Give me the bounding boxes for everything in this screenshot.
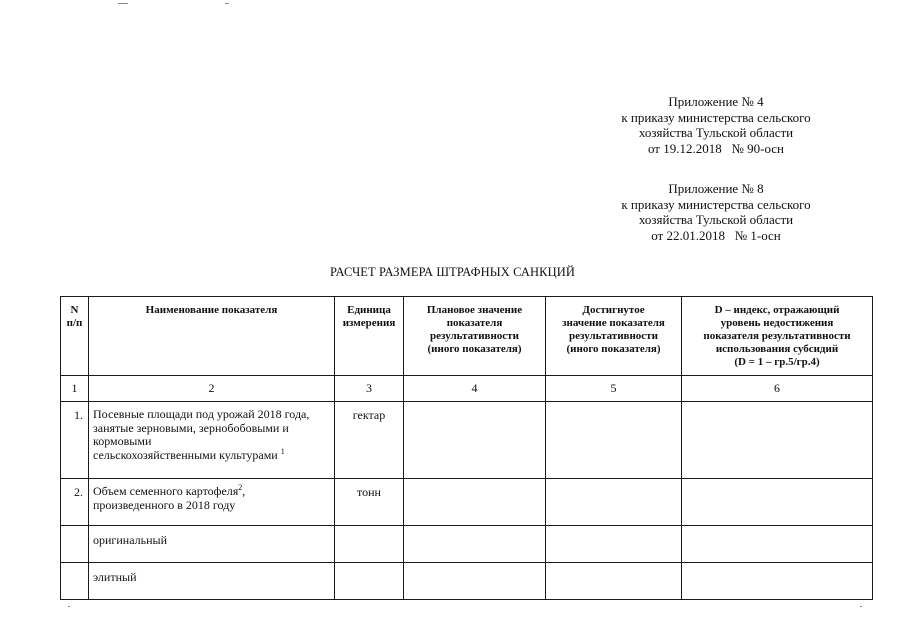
index-cell: [682, 479, 873, 526]
table-row: [61, 563, 873, 600]
row-number: [61, 563, 89, 600]
scan-artifact: [68, 606, 70, 607]
header-achieved: [546, 297, 682, 376]
scan-artifact: [225, 3, 229, 4]
index-cell: [682, 563, 873, 600]
indicator-name-line: занятые зерновыми, зернобобовыми и: [93, 420, 289, 435]
header-text: показателя: [446, 317, 503, 329]
table-row: [61, 526, 873, 563]
appendix-line: к приказу министерства сельского: [621, 196, 811, 212]
row-number: 2.: [61, 479, 89, 526]
header-index: [682, 297, 873, 376]
column-number-row: [61, 376, 873, 402]
header-text: значение показателя: [562, 317, 665, 329]
header-text: Единица: [347, 304, 391, 316]
indicator-name-line: Посевные площади под урожай 2018 года,: [93, 407, 310, 421]
row-number: 1.: [61, 402, 89, 479]
indicator-name: элитный: [89, 563, 335, 600]
header-text: Достигнутое: [582, 304, 645, 316]
column-number: 3: [335, 376, 404, 402]
indicator-name-line: произведенного в 2018 году: [93, 497, 236, 512]
row-number: [61, 526, 89, 563]
scan-artifact: [118, 3, 128, 4]
header-text: уровень недостижения: [720, 317, 834, 329]
indicator-name-text: сельскохозяйственными культурами: [93, 447, 278, 462]
achieved-value-cell: [546, 402, 682, 479]
column-number: 1: [61, 376, 89, 402]
appendix-line: хозяйства Тульской области: [638, 212, 794, 227]
unit-cell: гектар: [335, 402, 404, 479]
document-title: РАСЧЕТ РАЗМЕРА ШТРАФНЫХ САНКЦИЙ: [330, 265, 575, 279]
indicator-name: [89, 479, 335, 526]
planned-value-cell: [404, 526, 546, 563]
indicator-name-line: [93, 446, 330, 463]
appendix-date-number: от 22.01.2018 № 1-осн: [651, 227, 781, 243]
indicator-name: оригинальный: [89, 526, 335, 563]
appendix-date-number: от 19.12.2018 № 90-осн: [647, 140, 785, 156]
header-unit: [335, 297, 404, 376]
indicator-name-text: ,: [242, 484, 246, 498]
header-text: (D = 1 – гр.5/гр.4): [734, 356, 820, 368]
footnote-marker: 2: [238, 483, 243, 492]
planned-value-cell: [404, 402, 546, 479]
appendix-header: [560, 181, 872, 243]
indicator-name-line: кормовыми: [93, 434, 152, 448]
appendix-header: [560, 94, 872, 156]
index-cell: [682, 526, 873, 563]
header-text: показателя результативности: [703, 330, 851, 342]
header-text: (иного показателя): [427, 343, 522, 355]
appendix-line: хозяйства Тульской области: [638, 125, 794, 140]
indicator-name-text: Объем семенного картофеля: [93, 484, 239, 498]
header-text: Наименование показателя: [145, 304, 278, 316]
scan-artifact: [860, 606, 862, 607]
unit-cell: [335, 526, 404, 563]
column-number: 5: [546, 376, 682, 402]
header-name: [89, 297, 335, 376]
header-num: [61, 297, 89, 376]
header-text: D – индекс, отражающий: [714, 304, 840, 316]
header-text: п/п: [66, 317, 83, 329]
footnote-marker: 1: [280, 446, 285, 456]
penalty-table: [60, 296, 873, 600]
header-text: результативности: [430, 330, 519, 342]
header-text: измерения: [342, 317, 396, 329]
planned-value-cell: [404, 479, 546, 526]
unit-cell: [335, 563, 404, 600]
column-number: 2: [89, 376, 335, 402]
header-text: N: [70, 304, 79, 316]
header-text: использования субсидий: [715, 343, 839, 355]
appendix-title: Приложение № 4: [668, 94, 764, 109]
column-number: 6: [682, 376, 873, 402]
achieved-value-cell: [546, 563, 682, 600]
achieved-value-cell: [546, 479, 682, 526]
planned-value-cell: [404, 563, 546, 600]
header-text: результативности: [569, 330, 658, 342]
table-row: [61, 479, 873, 526]
index-cell: [682, 402, 873, 479]
header-text: (иного показателя): [566, 343, 661, 355]
appendix-title: Приложение № 8: [668, 181, 764, 196]
indicator-name-line: [93, 485, 330, 499]
header-planned: [404, 297, 546, 376]
table-header-row: [61, 297, 873, 376]
indicator-name: [89, 402, 335, 479]
unit-cell: тонн: [335, 479, 404, 526]
table-row: [61, 402, 873, 479]
column-number: 4: [404, 376, 546, 402]
appendix-line: к приказу министерства сельского: [621, 109, 811, 125]
achieved-value-cell: [546, 526, 682, 563]
header-text: Плановое значение: [426, 304, 523, 316]
